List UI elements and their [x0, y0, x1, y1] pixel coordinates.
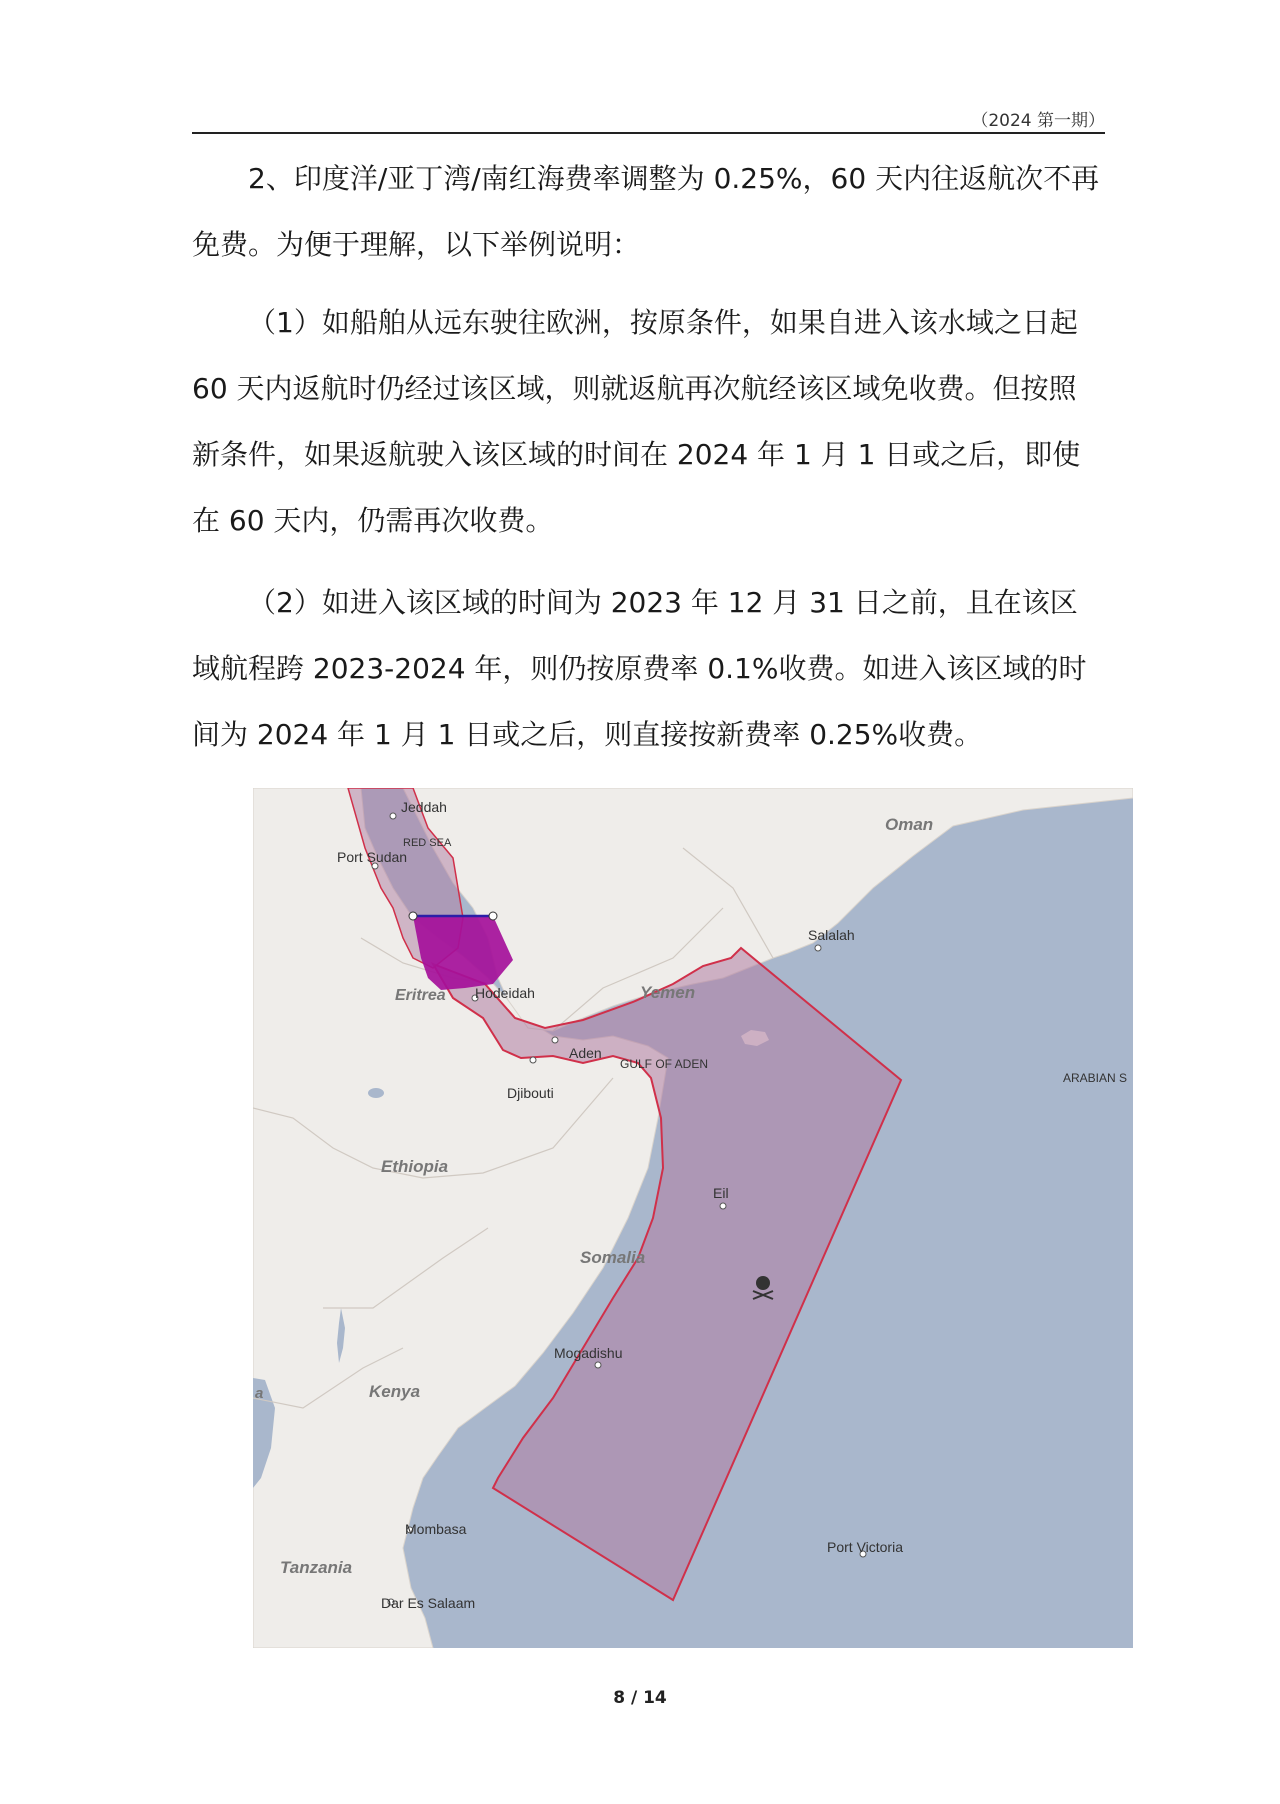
- label-mombasa: Mombasa: [405, 1521, 467, 1537]
- label-tanzania: Tanzania: [280, 1558, 353, 1577]
- page-number: 8 / 14: [613, 1688, 667, 1708]
- boundary-node-east: [489, 912, 497, 920]
- label-dar-es-salaam: Dar Es Salaam: [381, 1595, 476, 1611]
- label-mogadishu: Mogadishu: [554, 1345, 623, 1361]
- boundary-node-west: [409, 912, 417, 920]
- header-issue: （2024 第一期）: [971, 111, 1105, 131]
- map-svg: [253, 788, 1133, 1648]
- label-djibouti: Djibouti: [507, 1085, 554, 1101]
- label-yemen: Yemen: [640, 983, 696, 1002]
- paragraph-example-1: （1）如船舶从远东驶往欧洲，按原条件，如果自进入该水域之日起 60 天内返航时仍经过该区域，则就返航再次航经该区域免收费。但按照新条件，如果返航驶入该区域的时间在 2024 年 1 月 1 日或之后，即使在 60 天内，仍需再次收费。: [192, 306, 1081, 537]
- paragraph-example-2: （2）如进入该区域的时间为 2023 年 12 月 31 日之前，且在该区域航程跨 2023-2024 年，则仍按原费率 0.1%收费。如进入该区域的时间为 2024 年 1 月 1 日或之后，则直接按新费率 0.25%收费。: [192, 586, 1087, 751]
- label-eritrea: Eritrea: [395, 987, 446, 1004]
- label-ethiopia: Ethiopia: [381, 1157, 449, 1176]
- header-rule: [192, 132, 1105, 134]
- label-edge-left: a: [255, 1385, 264, 1402]
- label-arabian-sea: ARABIAN S: [1063, 1071, 1128, 1085]
- label-jeddah: Jeddah: [401, 799, 447, 815]
- label-port-victoria: Port Victoria: [827, 1539, 903, 1555]
- label-red-sea: RED SEA: [403, 837, 452, 849]
- label-aden: Aden: [569, 1045, 602, 1061]
- paragraph-fee-adjustment: 2、印度洋/亚丁湾/南红海费率调整为 0.25%，60 天内往返航次不再免费。为便于理解，以下举例说明：: [192, 162, 1100, 261]
- label-eyl: Eil: [713, 1185, 729, 1201]
- lake-tana: [368, 1088, 384, 1098]
- label-hodeidah: Hodeidah: [475, 985, 535, 1001]
- label-oman: Oman: [885, 815, 934, 834]
- label-kenya: Kenya: [369, 1382, 421, 1401]
- label-gulf-of-aden: GULF OF ADEN: [620, 1057, 709, 1071]
- map-figure: [253, 788, 1133, 1648]
- label-somalia: Somalia: [580, 1248, 646, 1267]
- label-port-sudan: Port Sudan: [337, 849, 408, 865]
- label-salalah: Salalah: [808, 927, 855, 943]
